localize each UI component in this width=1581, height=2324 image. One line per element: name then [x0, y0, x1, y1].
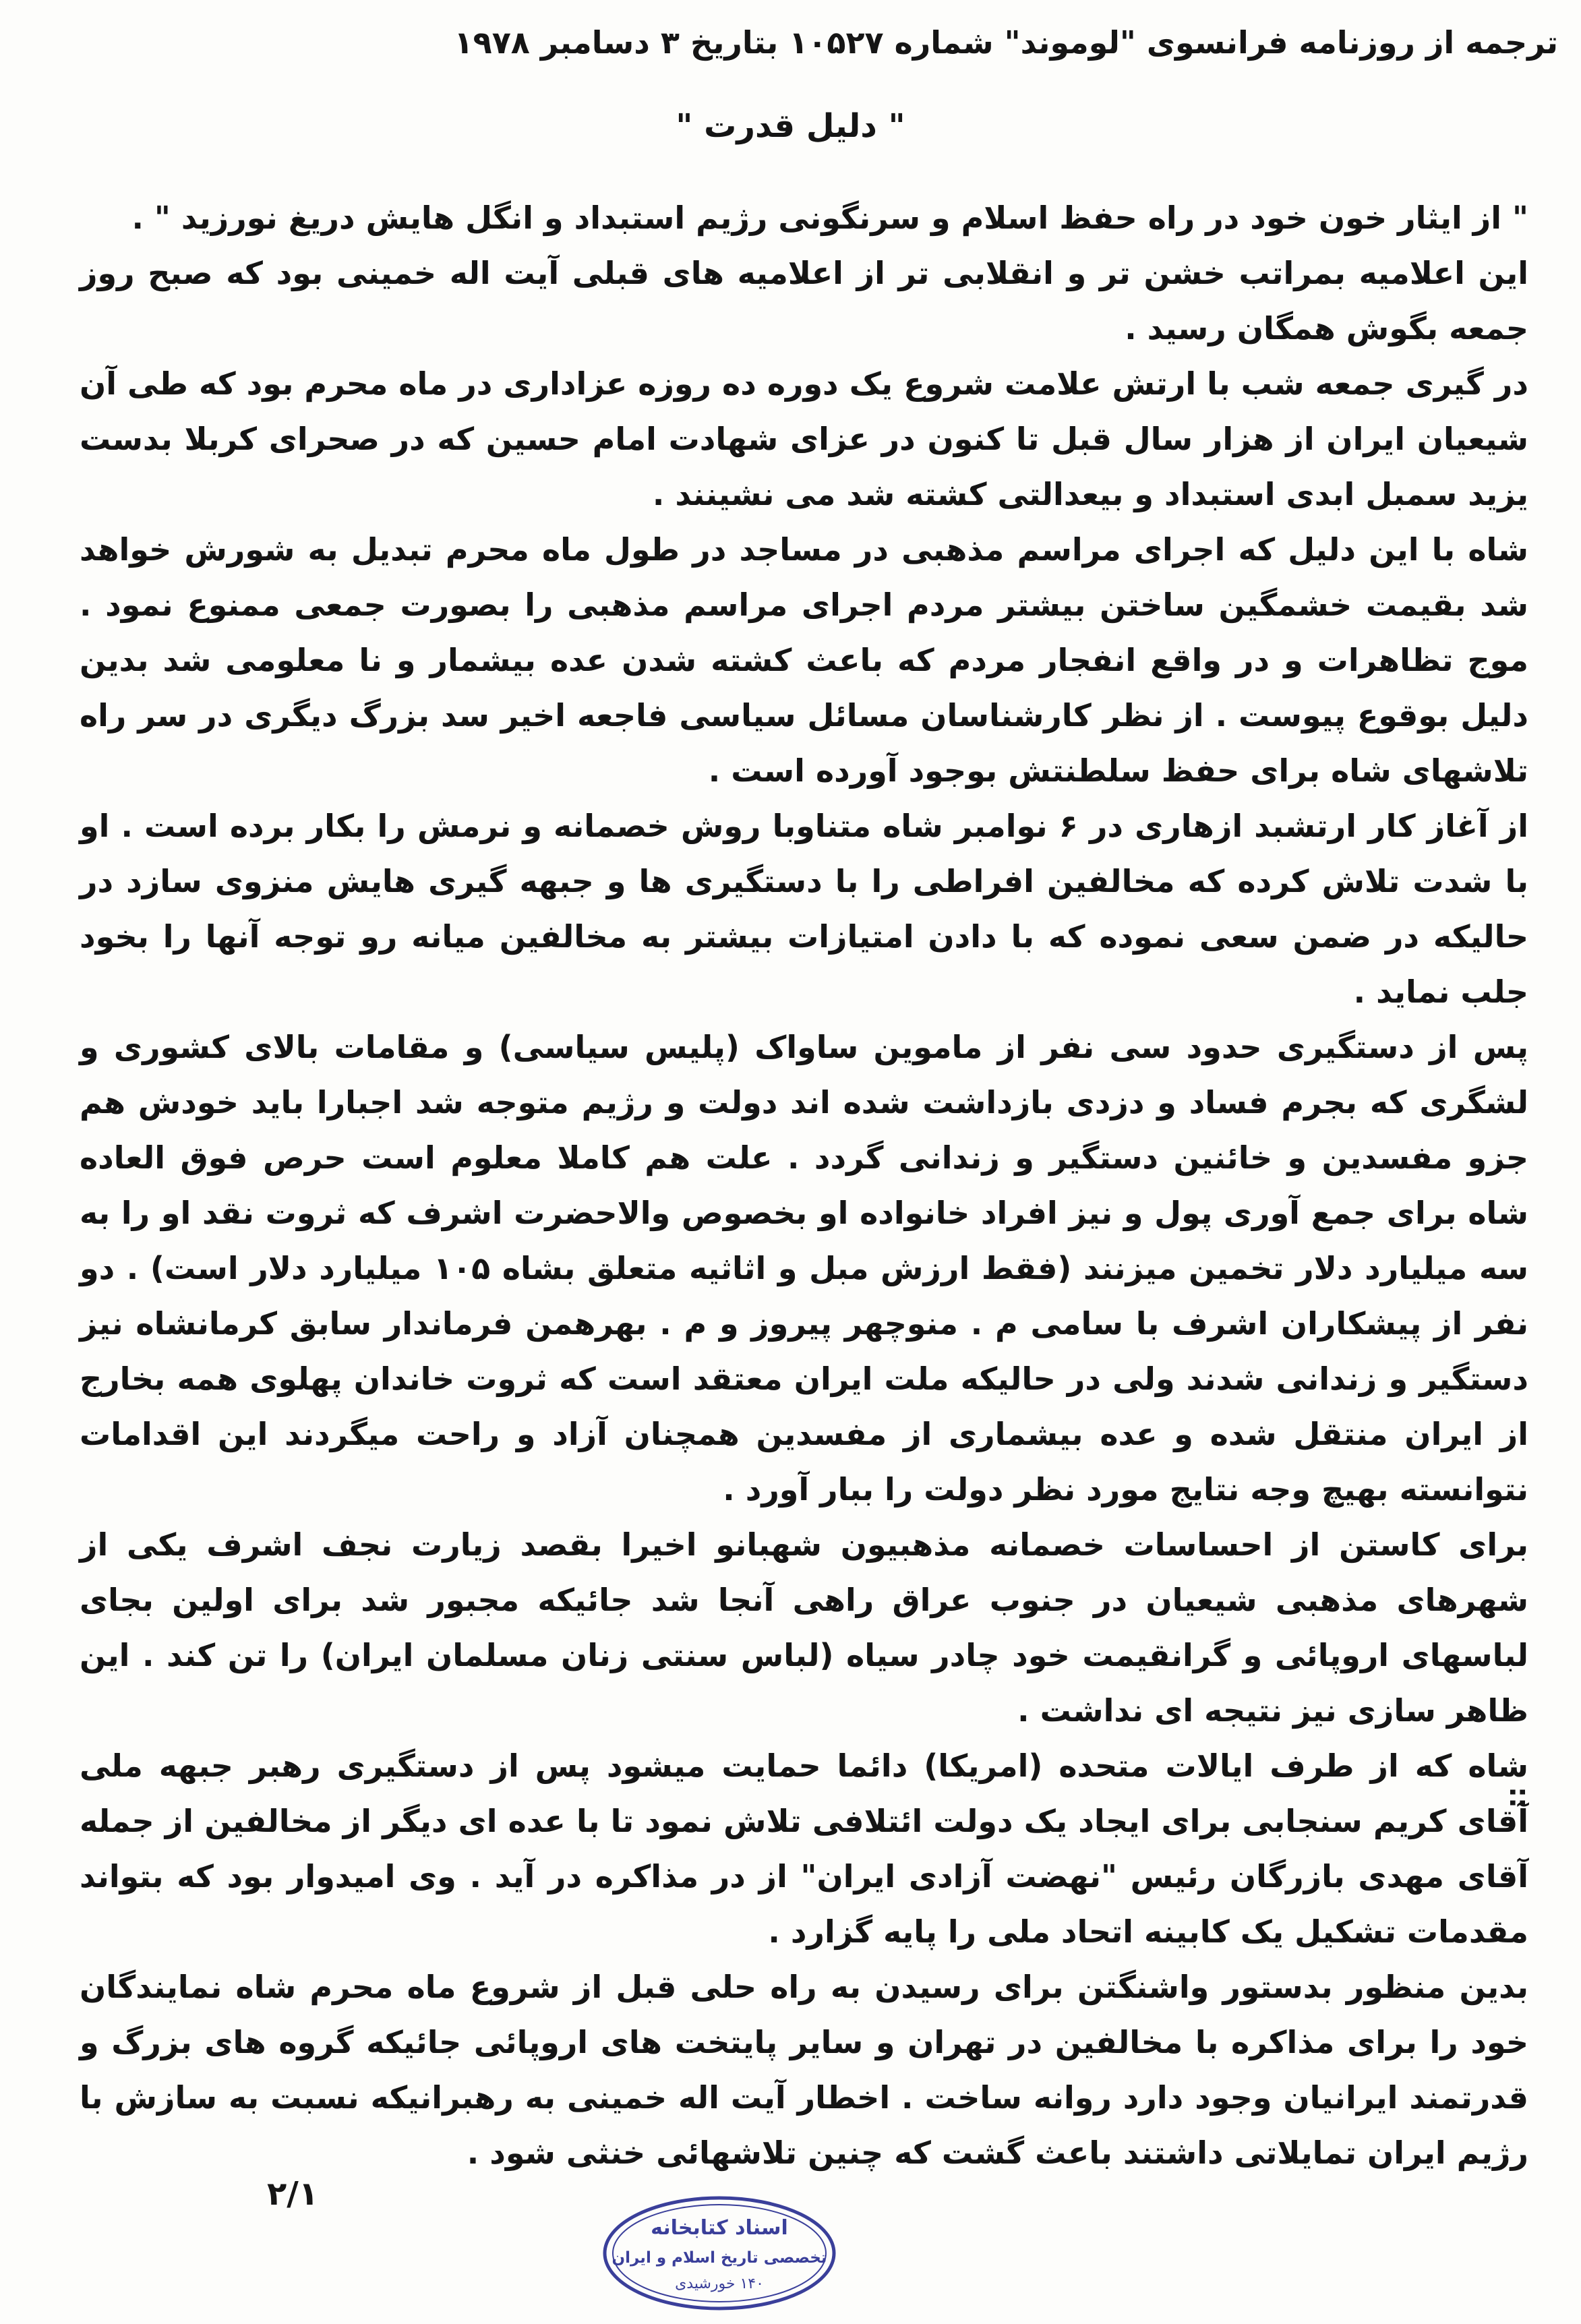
paragraph-5: از آغاز کار ارتشبد ازهاری در ۶ نوامبر شاه متناوبا روش خصمانه و نرمش را بکار برده است . او با شدت تلاش کرده که مخالفین افراطی را با دستگیری ها و جبهه گیری هایش منزوی سازد در حالیکه در ضمن سعی نموده که با دادن امتیازات بیشتر به مخالفین میانه رو توجه آنها را بخود جلب نماید . — [80, 808, 1529, 1010]
paragraph-9: بدین منظور بدستور واشنگتن برای رسیدن به راه حلی قبل از شروع ماه محرم شاه نمایندگان خود را برای مذاکره با مخالفین در تهران و سایر پایتخت های اروپائی جائیکه گروه های بزرگ و قدرتمند ایرانیان وجود دارد روانه ساخت . اخطار آیت اله خمینی به رهبرانیکه نسبت به سازش با رژیم ایران تمایلاتی داشتند باعث گشت که چنین تلاشهائی خنثی شود . — [80, 1969, 1528, 2171]
library-stamp — [600, 2194, 839, 2313]
margin-mark: :: — [1503, 1787, 1534, 1808]
paragraph-4: شاه با این دلیل که اجرای مراسم مذهبی در مساجد در طول ماه محرم تبدیل به شورش خواهد شد بقیمت خشمگین ساختن بیشتر مردم اجرای مراسم مذهبی را بصورت جمعی ممنوع نمود . موج تظاهرات و در واقع انفجار مردم که باعث کشته شدن عده بیشمار و نا معلومی شد بدین دلیل بوقوع پیوست . از نظر کارشناسان مسائل سیاسی فاجعه اخیر سد بزرگ دیگری در سر راه تلاشهای شاه برای حفظ سلطنتش بوجود آورده است . — [80, 531, 1528, 789]
paragraph-3: در گیری جمعه شب با ارتش علامت شروع یک دوره ده روزه عزاداری در ماه محرم بود که طی آن شیعیان ایران از هزار سال قبل تا کنون در عزای شهادت امام حسین که در صحرای کربلا بدست یزید سمبل ابدی استبداد و بیعدالتی کشته شد می نشینند . — [80, 365, 1528, 512]
source-line: ترجمه از روزنامه فرانسوی "لوموند" شماره ۱۰۵۲۷ بتاریخ ۳ دسامبر ۱۹۷۸ — [454, 24, 1558, 61]
stamp-line-1: اسناد کتابخانه — [651, 2216, 788, 2240]
paragraph-2: این اعلامیه بمراتب خشن تر و انقلابی تر از اعلامیه های قبلی آیت اله خمینی بود که صبح روز جمعه بگوش همگان رسید . — [80, 255, 1528, 347]
stamp-line-2: تخصصی تاریخ اسلام و ایران — [611, 2249, 827, 2267]
paragraph-8: شاه که از طرف ایالات متحده (امریکا) دائما حمایت میشود پس از دستگیری رهبر جبهه ملی آقای کریم سنجابی برای ایجاد یک دولت ائتلافی تلاش نمود تا با عده ای دیگر از مخالفین از جمله آقای مهدی بازرگان رئیس "نهضت آزادی ایران" از در مذاکره در آید . وی امیدوار بود که بتواند مقدمات تشکیل یک کابینه اتحاد ملی را پایه گزارد . — [80, 1748, 1528, 1950]
paragraph-7: برای کاستن از احساسات خصمانه مذهبیون شهبانو اخیرا بقصد زیارت نجف اشرف یکی از شهرهای مذهبی شیعیان در جنوب عراق راهی آنجا شد جائیکه مجبور شد برای اولین بجای لباسهای اروپائی و گرانقیمت خود چادر سیاه (لباس سنتی زنان مسلمان ایران) را تن کند . این ظاهر سازی نیز نتیجه ای نداشت . — [80, 1526, 1528, 1729]
document-body — [80, 190, 1528, 2180]
paragraph-1: " از ایثار خون خود در راه حفظ اسلام و سرنگونی رژیم استبداد و انگل هایش دریغ نورزید " . — [131, 200, 1528, 236]
stamp-line-3: ۱۴۰ خورشیدی — [675, 2275, 764, 2292]
document-title: " دلیل قدرت " — [676, 107, 905, 145]
paragraph-6: پس از دستگیری حدود سی نفر از ماموین ساواک (پلیس سیاسی) و مقامات بالای کشوری و لشگری که بجرم فساد و دزدی بازداشت شده اند دولت و رژیم متوجه شد اجبارا باید خودش هم جزو مفسدین و خائنین دستگیر و زندانی گردد . علت هم کاملا معلوم است حرص فوق العاده شاه برای جمع آوری پول و نیز افراد خانواده او بخصوص والاحضرت اشرف که ثروت نقد او را به سه میلیارد دلار تخمین میزنند (فقط ارزش مبل و اثاثیه متعلق بشاه ۱۰۵ میلیارد دلار است) . دو نفر از پیشکاران اشرف با سامی م . منوچهر پیروز و م . بهرهمن فرماندار سابق کرمانشاه نیز دستگیر و زندانی شدند ولی در حالیکه ملت ایران معتقد است که ثروت خاندان پهلوی همه بخارج از ایران منتقل شده و عده بیشماری از مفسدین همچنان آزاد و راحت میگردند این اقدامات نتوانسته بهیچ وجه نتایج مورد نظر دولت را ببار آورد . — [80, 1029, 1529, 1508]
page-number: ۲/۱ — [267, 2175, 319, 2213]
